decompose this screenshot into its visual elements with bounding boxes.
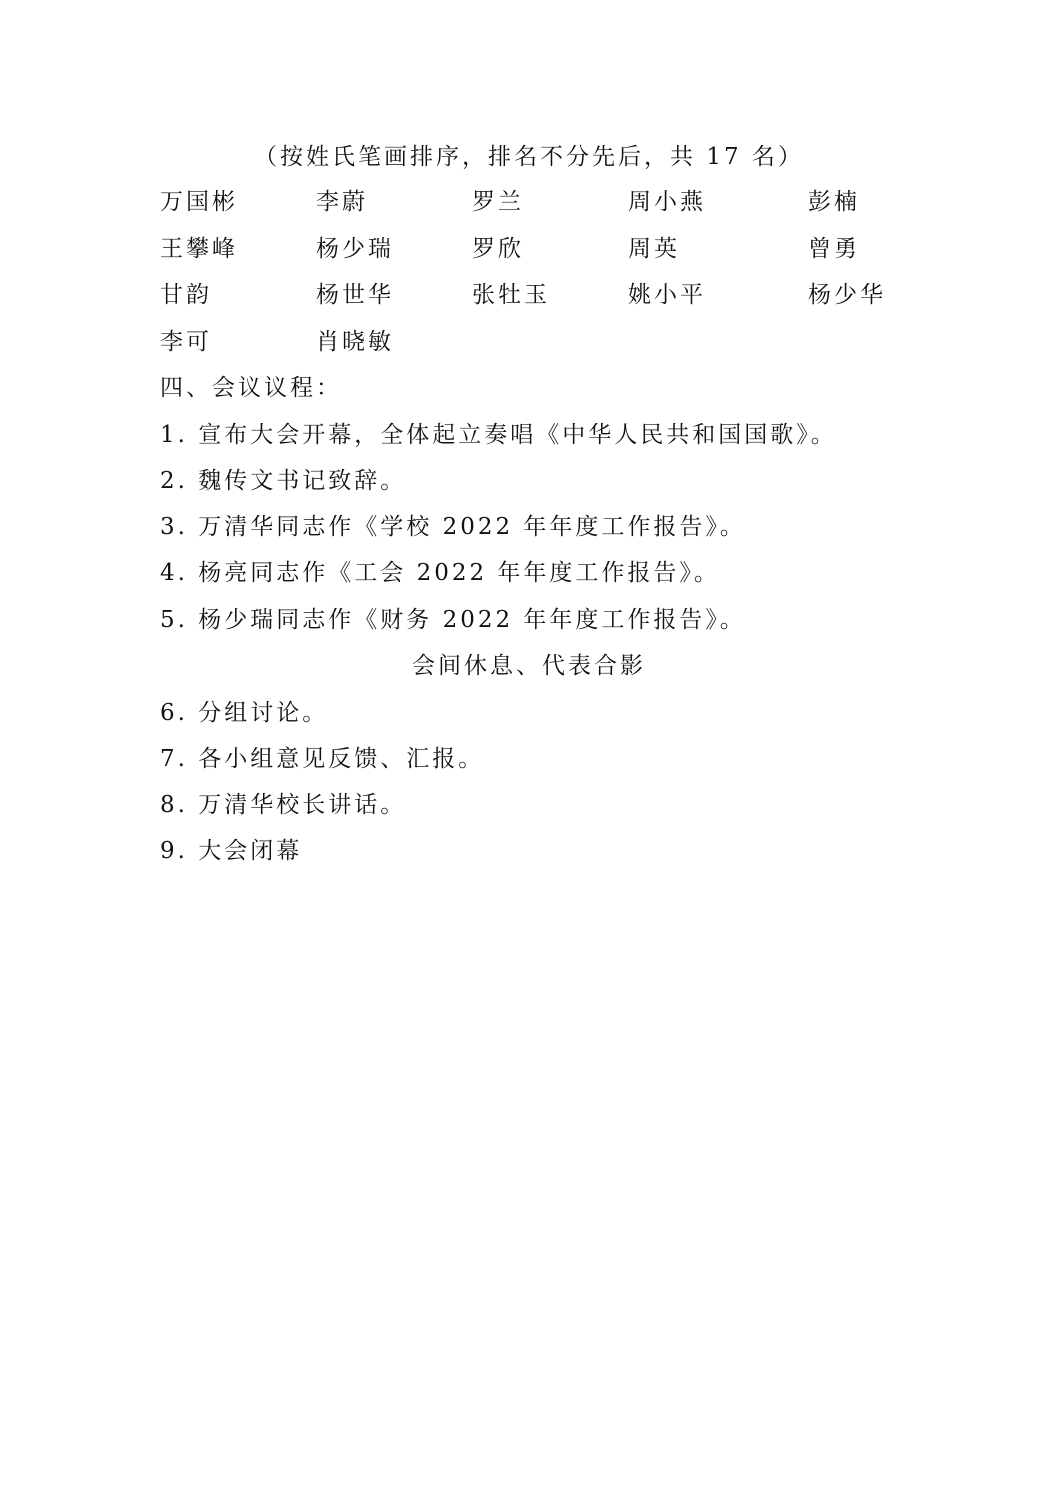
agenda-item: 6. 分组讨论。	[160, 700, 329, 726]
name-item: 彭楠	[808, 189, 860, 215]
agenda-item: 7. 各小组意见反馈、汇报。	[160, 746, 485, 772]
name-item: 姚小平	[628, 282, 706, 308]
name-item: 罗欣	[472, 235, 524, 262]
name-item: 杨世华	[316, 282, 394, 308]
agenda-item: 5. 杨少瑞同志作《财务 2022 年年度工作报告》。	[160, 607, 746, 633]
agenda-item: 9. 大会闭幕	[160, 838, 303, 864]
name-item: 肖晓敏	[316, 328, 394, 355]
name-item: 曾勇	[808, 235, 860, 262]
agenda-item: 3. 万清华同志作《学校 2022 年年度工作报告》。	[160, 514, 746, 540]
agenda-item: 1. 宣布大会开幕，全体起立奏唱《中华人民共和国国歌》。	[160, 422, 837, 448]
name-item: 万国彬	[160, 189, 238, 215]
agenda-section-title: 四、会议议程：	[160, 375, 342, 401]
name-list-subtitle: （按姓氏笔画排序，排名不分先后，共 17 名）	[254, 144, 804, 170]
name-item: 张牡玉	[472, 282, 550, 308]
name-item: 杨少瑞	[316, 235, 394, 262]
agenda-item: 8. 万清华校长讲话。	[160, 792, 407, 818]
representative-names-grid	[160, 187, 920, 373]
name-item: 杨少华	[808, 282, 886, 308]
agenda-item: 4. 杨亮同志作《工会 2022 年年度工作报告》。	[160, 560, 720, 586]
name-item: 李可	[160, 328, 212, 355]
name-item: 罗兰	[472, 189, 524, 215]
agenda-break: 会间休息、代表合影	[412, 653, 646, 679]
agenda-item: 2. 魏传文书记致辞。	[160, 468, 407, 494]
name-item: 王攀峰	[160, 235, 238, 262]
name-item: 周小燕	[628, 189, 706, 215]
name-item: 李蔚	[316, 189, 368, 215]
name-item: 周英	[628, 235, 680, 262]
name-item: 甘韵	[160, 282, 212, 308]
